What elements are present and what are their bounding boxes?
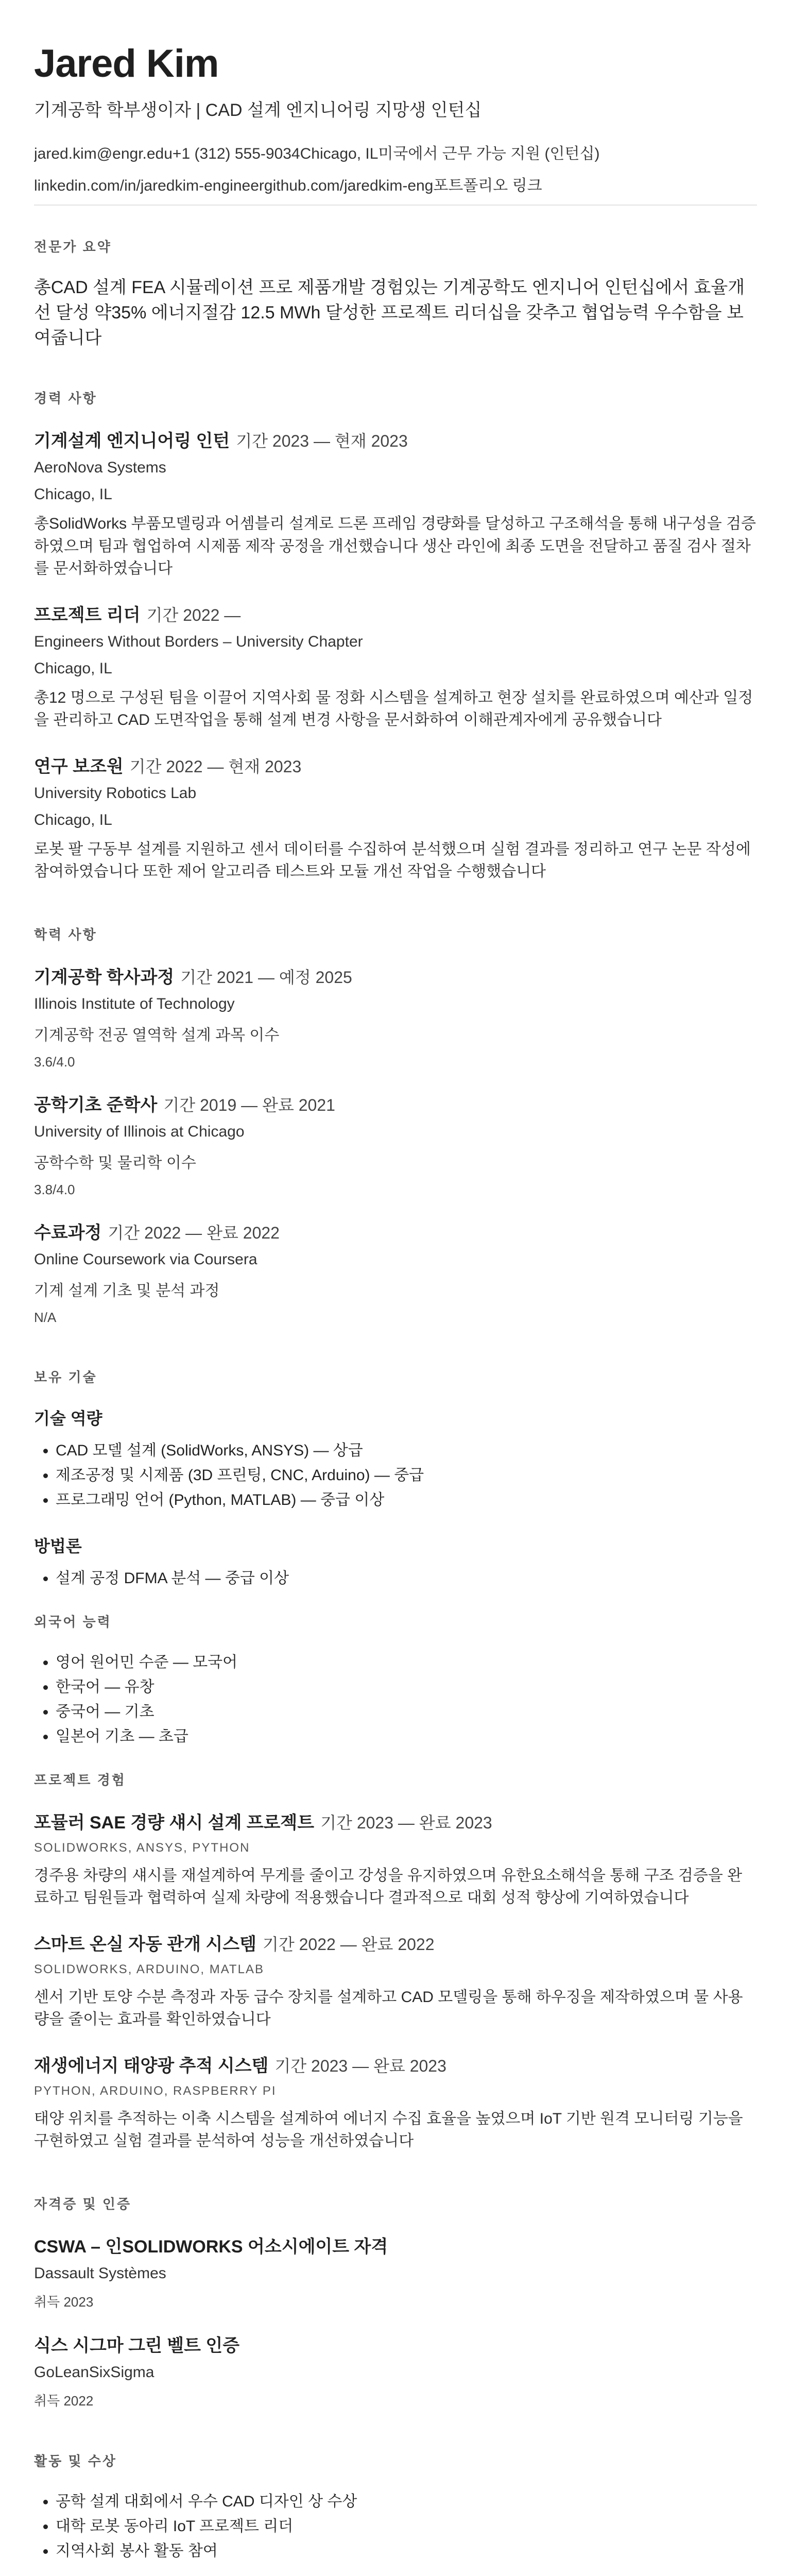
degree-dates: 기간 2019 — 완료 2021 [163, 1095, 335, 1114]
language-item: • 일본어 기초 — 초급 [56, 1724, 757, 1749]
experience-entry [34, 601, 757, 732]
degree-dates: 기간 2021 — 예정 2025 [180, 968, 352, 987]
candidate-name: Jared Kim [34, 42, 219, 86]
certification-entry [34, 2331, 757, 2410]
degree-dates: 기간 2022 — 완료 2022 [108, 1223, 280, 1242]
job-company: University Robotics Lab [34, 784, 197, 802]
section-title-projects: 프로젝트 경험 [34, 1772, 126, 1788]
degree-title: 수료과정 [34, 1223, 102, 1243]
job-location: Chicago, IL [34, 659, 112, 677]
gpa: 3.6/4.0 [34, 1054, 75, 1070]
section-title-education: 학력 사항 [34, 926, 97, 942]
skill-item: • 프로그래밍 언어 (Python, MATLAB) — 중급 이상 [56, 1488, 757, 1513]
project-title: 포뮬러 SAE 경량 섀시 설계 프로젝트 [34, 1812, 315, 1833]
gpa: 3.8/4.0 [34, 1181, 75, 1197]
job-description: 총SolidWorks 부품모델링과 어셈블리 설계로 드론 프레임 경량화를 달성하고 구조해석을 통해 내구성을 검증하였으며 팀과 협업하여 시제품 제작 공정을 개선했습니다 생산 라인에 최종 도면을 전달하고 품질 검사 절차를 문서화하였습니다 [34, 515, 756, 578]
certification-issuer: GoLeanSixSigma [34, 2363, 154, 2381]
certification-issuer: Dassault Systèmes [34, 2264, 166, 2282]
skill-item: • CAD 모델 설계 (SolidWorks, ANSYS) — 상급 [56, 1438, 757, 1463]
certification-entry [34, 2232, 757, 2311]
project-title: 재생에너지 태양광 추적 시스템 [34, 2056, 269, 2076]
project-dates: 기간 2023 — 완료 2023 [320, 1813, 492, 1832]
certification-date: 취득 2022 [34, 2393, 94, 2409]
job-title: 프로젝트 리더 [34, 605, 141, 625]
section-title-summary: 전문가 요약 [34, 239, 112, 255]
activity-item: • 대학 로봇 동아리 IoT 프로젝트 리더 [56, 2514, 757, 2539]
activity-item: • 공학 설계 대회에서 우수 CAD 디자인 상 수상 [56, 2489, 757, 2514]
section-title-languages: 외국어 능력 [34, 1614, 112, 1630]
skill-item: • 제조공정 및 시제품 (3D 프린팅, CNC, Arduino) — 중급 [56, 1463, 757, 1488]
contact-line-links: linkedin.com/in/jaredkim-engineergithub.com/jaredkim-eng포트폴리오 링크 [34, 177, 542, 194]
education-entry [34, 1218, 757, 1326]
section-title-experience: 경력 사항 [34, 391, 97, 406]
language-list [34, 1650, 757, 1749]
project-tech-stack: SOLIDWORKS, ARDUINO, MATLAB [34, 1962, 264, 1976]
job-location: Chicago, IL [34, 486, 112, 503]
school-name: Online Coursework via Coursera [34, 1250, 257, 1268]
project-entry [34, 1808, 757, 1909]
skill-list [34, 1566, 757, 1591]
gpa: N/A [34, 1309, 57, 1325]
activity-list [34, 2489, 757, 2564]
project-dates: 기간 2023 — 완료 2023 [274, 2056, 446, 2075]
summary-text: 총CAD 설계 FEA 시뮬레이션 프로 제품개발 경험있는 기계공학도 엔지니어 인턴십에서 효율개선 달성 약35% 에너지절감 12.5 MWh 달성한 프로젝트 리더십을 갖추고 협업능력 우수함을 보여줍니다 [34, 277, 745, 348]
certification-title: CSWA – 인SOLIDWORKS 어소시에이트 자격 [34, 2236, 388, 2257]
job-company: Engineers Without Borders – University Chapter [34, 633, 363, 650]
education-section [34, 924, 757, 1326]
skill-group-title: 방법론 [34, 1536, 82, 1555]
degree-detail: 기계공학 전공 열역학 설계 과목 이수 [34, 1026, 280, 1044]
degree-title: 공학기초 준학사 [34, 1095, 158, 1115]
job-description: 총12 명으로 구성된 팀을 이끌어 지역사회 물 정화 시스템을 설계하고 현장 설치를 완료하였으며 예산과 일정을 관리하고 CAD 도면작업을 통해 설계 변경 사항을 문서화하여 이해관계자에게 공유했습니다 [34, 689, 753, 729]
job-dates: 기간 2022 — [146, 605, 241, 624]
education-entry [34, 963, 757, 1070]
project-title: 스마트 온실 자동 관개 시스템 [34, 1934, 256, 1954]
job-dates: 기간 2022 — 현재 2023 [129, 757, 302, 776]
header-divider [34, 205, 757, 206]
project-entry [34, 2052, 757, 2153]
job-company: AeroNova Systems [34, 459, 166, 477]
certification-date: 취득 2023 [34, 2294, 94, 2310]
language-item: • 영어 원어민 수준 — 모국어 [56, 1650, 757, 1675]
degree-title: 기계공학 학사과정 [34, 967, 175, 987]
school-name: Illinois Institute of Technology [34, 995, 235, 1012]
project-dates: 기간 2022 — 완료 2022 [262, 1935, 435, 1954]
experience-section [34, 388, 757, 883]
language-item: • 중국어 — 기초 [56, 1700, 757, 1724]
activities-section [34, 2451, 757, 2564]
skill-group-title: 기술 역량 [34, 1409, 102, 1428]
experience-entry [34, 427, 757, 580]
skill-list [34, 1438, 757, 1513]
project-tech-stack: PYTHON, ARDUINO, RASPBERRY PI [34, 2083, 277, 2098]
skills-section [34, 1367, 757, 1591]
project-entry [34, 1930, 757, 2031]
job-dates: 기간 2023 — 현재 2023 [236, 432, 408, 451]
language-item: • 한국어 — 유창 [56, 1675, 757, 1700]
experience-entry [34, 752, 757, 883]
certifications-section [34, 2194, 757, 2410]
certification-title: 식스 시그마 그린 벨트 인증 [34, 2335, 240, 2355]
project-description: 태양 위치를 추적하는 이축 시스템을 설계하여 에너지 수집 효율을 높였으며 IoT 기반 원격 모니터링 기능을 구현하였고 실험 결과를 분석하여 성능을 개선하였습니다 [34, 2110, 743, 2150]
degree-detail: 공학수학 및 물리학 이수 [34, 1154, 196, 1172]
job-description: 로봇 팔 구동부 설계를 지원하고 센서 데이터를 수집하여 분석했으며 실험 결과를 정리하고 연구 논문 작성에 참여하였습니다 또한 제어 알고리즘 테스트와 모듈 개선 작업을 수행했습니다 [34, 840, 751, 880]
job-title: 기계설계 엔지니어링 인턴 [34, 431, 230, 451]
education-entry [34, 1091, 757, 1198]
school-name: University of Illinois at Chicago [34, 1123, 245, 1140]
degree-detail: 기계 설계 기초 및 분석 과정 [34, 1282, 220, 1299]
languages-section [34, 1612, 757, 1749]
headline: 기계공학 학부생이자 | CAD 설계 엔지니어링 지망생 인턴십 [34, 100, 482, 120]
activity-item: • 지역사회 봉사 활동 참여 [56, 2539, 757, 2564]
contact-line-primary: jared.kim@engr.edu+1 (312) 555-9034Chicago, IL미국에서 근무 가능 지원 (인턴십) [34, 145, 600, 162]
job-location: Chicago, IL [34, 811, 112, 828]
project-description: 센서 기반 토양 수분 측정과 자동 급수 장치를 설계하고 CAD 모델링을 통해 하우징을 제작하였으며 물 사용량을 줄이는 효과를 확인하였습니다 [34, 1988, 743, 2028]
section-title-certifications: 자격증 및 인증 [34, 2196, 132, 2212]
summary-section [34, 236, 757, 351]
skill-item: • 설계 공정 DFMA 분석 — 중급 이상 [56, 1566, 757, 1591]
job-title: 연구 보조원 [34, 756, 124, 776]
projects-section [34, 1770, 757, 2153]
section-title-activities: 활동 및 수상 [34, 2453, 117, 2469]
project-tech-stack: SOLIDWORKS, ANSYS, PYTHON [34, 1840, 250, 1855]
section-title-skills: 보유 기술 [34, 1369, 97, 1385]
project-description: 경주용 차량의 섀시를 재설계하여 무게를 줄이고 강성을 유지하였으며 유한요소해석을 통해 구조 검증을 완료하고 팀원들과 협력하여 실제 차량에 적용했습니다 결과적으로 대회 성적 향상에 기여하였습니다 [34, 1867, 743, 1907]
